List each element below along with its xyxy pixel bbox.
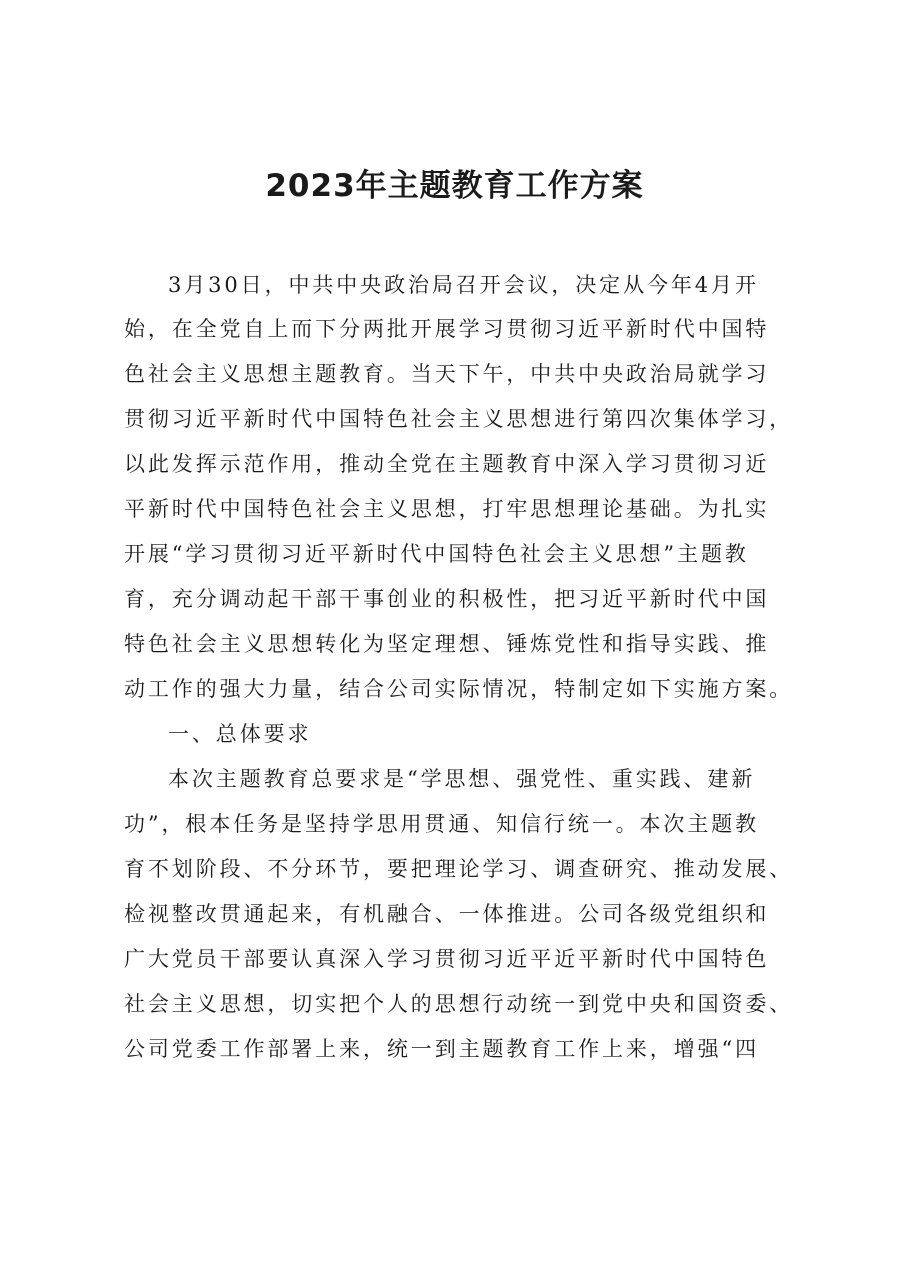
paragraph-line: 育，充分调动起干部干事创业的积极性，把习近平新时代中国	[124, 587, 770, 611]
paragraph-line: 检视整改贯通起来，有机融合、一体推进。公司各级党组织和	[124, 902, 770, 926]
section-heading: 一、总体要求	[168, 722, 312, 746]
paragraph-line: 特色社会主义思想转化为坚定理想、锤炼党性和指导实践、推	[124, 632, 770, 656]
paragraph-line: 公司党委工作部署上来，统一到主题教育工作上来，增强“四	[124, 1037, 760, 1061]
paragraph-line: 开展“学习贯彻习近平新时代中国特色社会主义思想”主题教	[124, 542, 749, 566]
paragraph-line: 功”，根本任务是坚持学思用贯通、知信行统一。本次主题教	[124, 812, 760, 836]
paragraph-line: 平新时代中国特色社会主义思想，打牢思想理论基础。为扎实	[124, 497, 770, 521]
paragraph-line: 以此发挥示范作用，推动全党在主题教育中深入学习贯彻习近	[124, 452, 770, 476]
paragraph-line: 广大党员干部要认真深入学习贯彻习近平近平新时代中国特色	[124, 947, 770, 971]
paragraph-line: 3月30日，中共中央政治局召开会议，决定从今年4月开	[168, 273, 759, 297]
paragraph-line: 色社会主义思想主题教育。当天下午，中共中央政治局就学习	[124, 362, 770, 386]
paragraph-line: 本次主题教育总要求是“学思想、强党性、重实践、建新	[168, 767, 756, 791]
paragraph-line: 社会主义思想，切实把个人的思想行动统一到党中央和国资委、	[124, 992, 794, 1016]
document-title: 2023年主题教育工作方案	[265, 168, 644, 204]
paragraph-line: 始，在全党自上而下分两批开展学习贯彻习近平新时代中国特	[124, 317, 770, 341]
paragraph-line: 动工作的强大力量，结合公司实际情况，特制定如下实施方案。	[124, 677, 794, 701]
paragraph-line: 贯彻习近平新时代中国特色社会主义思想进行第四次集体学习，	[124, 407, 794, 431]
paragraph-line: 育不划阶段、不分环节，要把理论学习、调查研究、推动发展、	[124, 857, 794, 881]
